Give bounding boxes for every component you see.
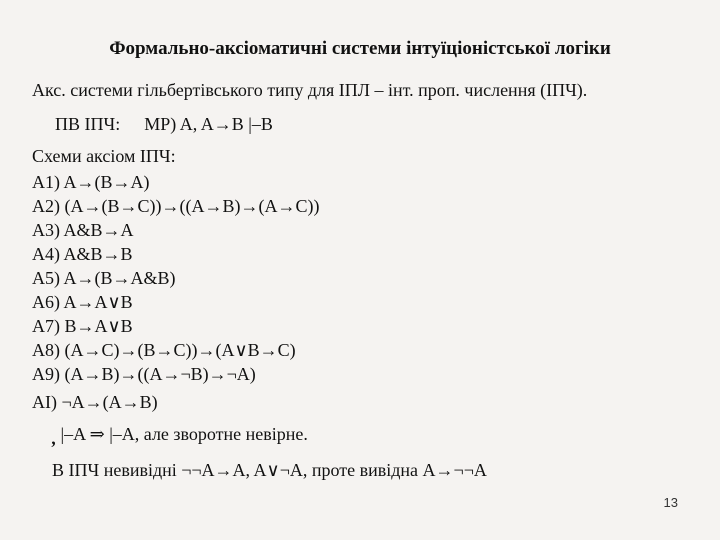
rule-value: MP) A, A→B |–B xyxy=(144,114,273,134)
axiom-a7: A7) B→A∨B xyxy=(32,316,133,336)
axiom-a3: A3) A&B→A xyxy=(32,220,134,240)
note-mark: , xyxy=(52,428,57,448)
note-text: |–A ⇒ |–A, але зворотне невірне. xyxy=(60,424,308,444)
axiom-a8: A8) (A→C)→(B→C))→(A∨B→C) xyxy=(32,340,296,360)
rule-label: ПВ ІПЧ: xyxy=(55,114,121,134)
page-number: 13 xyxy=(663,495,678,510)
axiom-a6: A6) A→A∨B xyxy=(32,292,133,312)
schemes-header: Схеми аксіом ІПЧ: xyxy=(32,146,176,166)
axiom-a2: A2) (A→(B→C))→((A→B)→(A→C)) xyxy=(32,196,320,216)
axiom-a9: A9) (A→B)→((A→¬B)→¬A) xyxy=(32,364,256,384)
axiom-a5: A5) A→(B→A&B) xyxy=(32,268,176,288)
inference-rule xyxy=(55,114,273,135)
axiom-a1: A1) A→(B→A) xyxy=(32,172,150,192)
slide-title: Формально-аксіоматичні системи інтуїціоністської логіки xyxy=(109,38,611,59)
axiom-a4: A4) A&B→B xyxy=(32,244,133,264)
conclusion-text: В ІПЧ невивідні ¬¬A→A, A∨¬A, проте вивідна A→¬¬A xyxy=(52,460,487,480)
note-line xyxy=(52,424,308,448)
intro-text: Акс. системи гільбертівського типу для ІПЛ – інт. проп. числення (ІПЧ). xyxy=(32,80,588,100)
axiom-ai: AI) ¬A→(A→B) xyxy=(32,392,158,412)
